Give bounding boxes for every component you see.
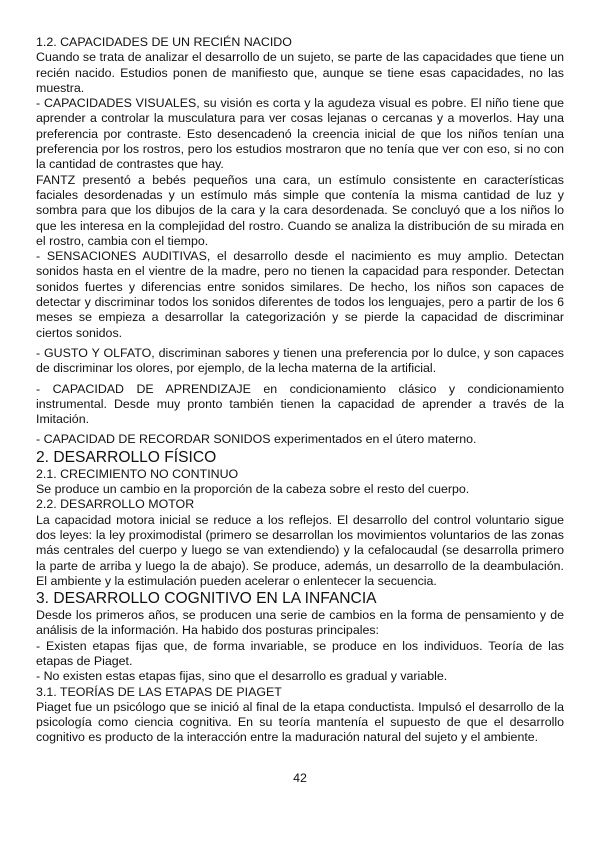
section-2-2-heading: 2.2. DESARROLLO MOTOR — [36, 497, 195, 512]
page-number: 42 — [293, 771, 307, 785]
taste-smell-paragraph: - GUSTO Y OLFATO, discriminan sabores y tienen una preferencia por lo dulce, y son capaces de discriminar los olores, por ejemplo, de la lecha materna de la artificial. — [36, 345, 564, 376]
section-2-heading: 2. DESARROLLO FÍSICO — [36, 448, 217, 466]
section-3-1-text: Piaget fue un psicólogo que se inició al final de la etapa conductista. Impulsó el desarrollo de la psicología como ciencia cognitiva. En su teoría mantenía el supuesto de que el desarrollo cognitivo es producto de la interacción entre la maduración natural del sujeto y el ambiente. — [36, 699, 564, 745]
memory-paragraph: - CAPACIDAD DE RECORDAR SONIDOS experimentados en el útero materno. — [36, 432, 477, 447]
section-3-point-2: - No existen estas etapas fijas, sino que el desarrollo es gradual y variable. — [36, 669, 448, 684]
section-2-1-heading: 2.1. CRECIMIENTO NO CONTINUO — [36, 466, 239, 481]
section-3-1-heading: 3.1. TEORÍAS DE LAS ETAPAS DE PIAGET — [36, 684, 282, 699]
section-2-1-text: Se produce un cambio en la proporción de la cabeza sobre el resto del cuerpo. — [36, 482, 470, 497]
section-1-2-intro: Cuando se trata de analizar el desarrollo de un sujeto, se parte de las capacidades que tiene un recién nacido. Estudios ponen de manifiesto que, aunque se tiene esas capacidades, no las muestra. — [36, 50, 564, 95]
auditory-paragraph: - SENSACIONES AUDITIVAS, el desarrollo desde el nacimiento es muy amplio. Detectan sonidos hasta en el vientre de la madre, pero no tienen la capacidad para responder. Detectan sonidos fuertes y diferencias entre sonidos similares. De hecho, los niños son capaces de detectar y discriminar todos los sonidos diferentes de todos los lenguajes, pero a partir de los 6 meses se empieza a desarrollar la categorización y se pierde la capacidad de discriminar ciertos sonidos. — [36, 249, 564, 340]
document-page — [36, 35, 564, 746]
visual-capacities-paragraph: - CAPACIDADES VISUALES, su visión es corta y la agudeza visual es pobre. El niño tiene que aprender a controlar la musculatura para ver cosas lejanas o cercanas y a moverlos. Hay una preferencia por contraste. Esto desencadenó la creencia inicial de que los niños tenían una preferencia por los rostros, pero los estudios mostraron que no tenía que ver con eso, si no con la cantidad de contrastes que hay. — [36, 96, 564, 172]
section-2-2-text: La capacidad motora inicial se reduce a los reflejos. El desarrollo del control voluntario sigue dos leyes: la ley proximodistal (primero se desarrollan los movimientos voluntarios de las zonas más centrales del cuerpo y luego se van extendiendo) y la cefalocaudal (se desarrolla primero la parte de arriba y luego la de abajo). Se produce, además, un desarrollo de la deambulación. El ambiente y la estimulación pueden acelerar o enlentecer la secuencia. — [36, 512, 564, 588]
section-3-heading: 3. DESARROLLO COGNITIVO EN LA INFANCIA — [36, 590, 377, 608]
section-1-2-heading: 1.2. CAPACIDADES DE UN RECIÉN NACIDO — [36, 35, 292, 49]
section-3-point-1: - Existen etapas fijas que, de forma invariable, se produce en los individuos. Teoría de las etapas de Piaget. — [36, 638, 564, 668]
learning-paragraph: - CAPACIDAD DE APRENDIZAJE en condicionamiento clásico y condicionamiento instrumental. Desde muy pronto también tienen la capacidad de aprender a través de la Imitación. — [36, 381, 564, 427]
fantz-paragraph: FANTZ presentó a bebés pequeños una cara, un estímulo consistente en características faciales desordenadas y un estímulo más simple que contenía la misma cantidad de luz y sombra para que los dibujos de la cara y la cara desordenada. Se concluyó que a los niños lo que les interesa en la complejidad del rostro. Cuando se analiza la distribución de su mirada en el rostro, cambia con el tiempo. — [36, 172, 564, 248]
section-3-intro: Desde los primeros años, se producen una serie de cambios en la forma de pensamiento y de análisis de la información. Ha habido dos posturas principales: — [36, 608, 564, 638]
